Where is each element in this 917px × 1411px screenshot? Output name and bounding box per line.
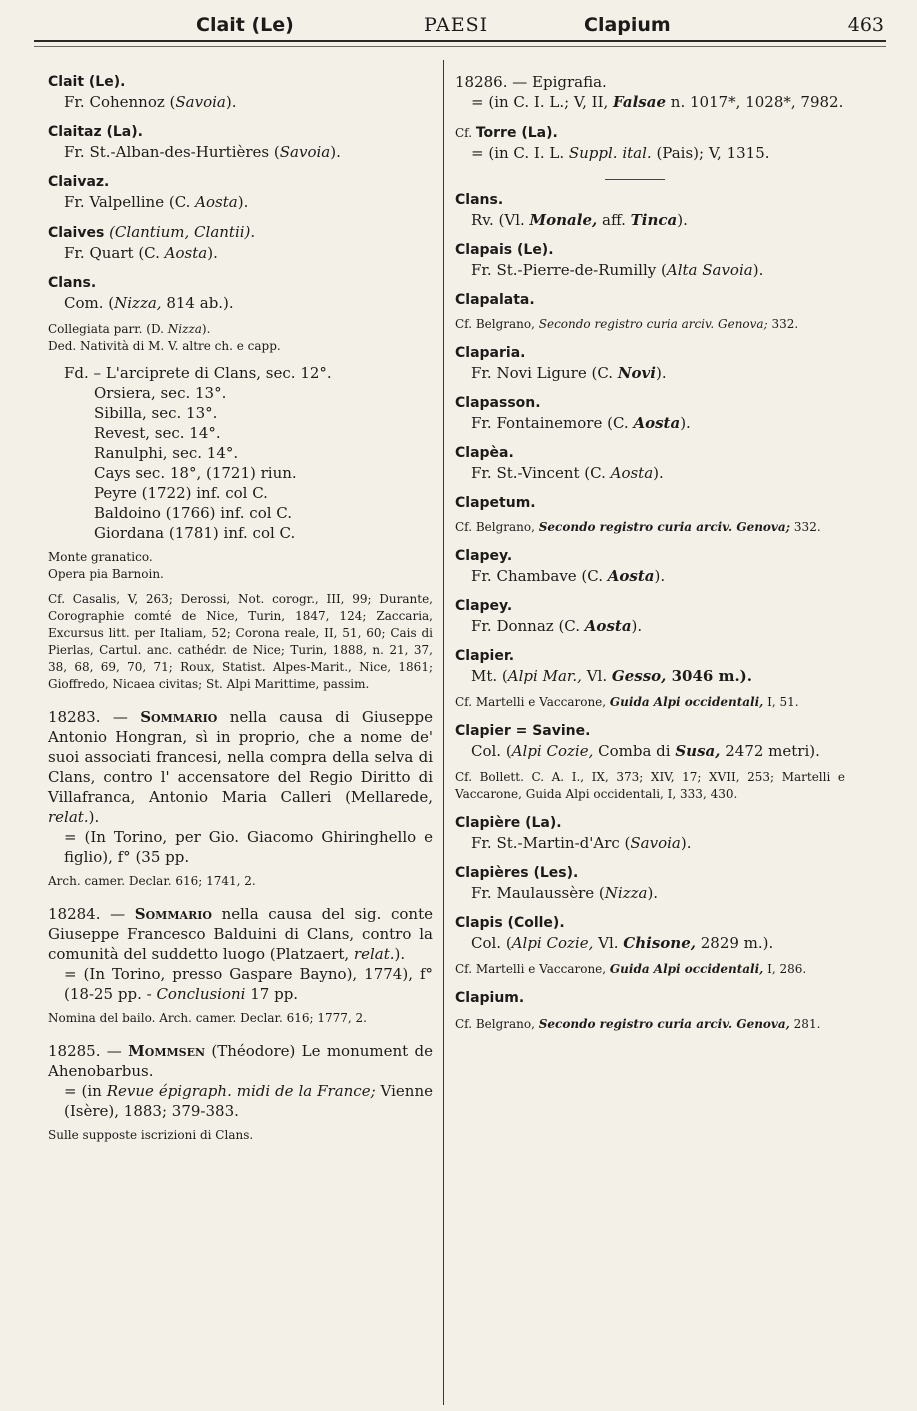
entry-clapey-1 <box>455 546 845 586</box>
entry-cf: Cf. Bollett. C. A. I., IX, 373; XIV, 17; XVII, 253; Martelli e Vaccarone, Guida Alpi occidentali, I, 333, 430. <box>455 770 845 801</box>
entry-head: Clapèa. <box>455 445 514 461</box>
entry-line: Col. (Alpi Cozie, Comba di Susa, 2472 metri). <box>471 742 820 760</box>
entry-head: Claives (Clantium, Clantii). <box>48 223 256 241</box>
separator-rule <box>605 179 665 180</box>
entry-clapetum <box>455 493 845 536</box>
entry-line: Fr. Cohennoz (Savoia). <box>64 93 237 111</box>
entry-text: 18285. — Mommsen (Théodore) Le monument de Ahenobarbus. <box>48 1042 433 1080</box>
entry-line: = (in C. I. L.; V, II, Falsae n. 1017*, 1028*, 7982. <box>471 93 844 111</box>
header-middle: PAESI <box>424 14 489 36</box>
entry-line: Ded. Natività di M. V. altre ch. e capp. <box>48 339 281 353</box>
entry-18285 <box>48 1041 433 1144</box>
entry-line: Col. (Alpi Cozie, Vl. Chisone, 2829 m.). <box>471 934 774 952</box>
entry-clapais <box>455 240 845 280</box>
header-right: Clapium <box>584 14 671 36</box>
entry-torre <box>455 122 845 163</box>
entry-line: Fr. Quart (C. Aosta). <box>64 244 218 262</box>
entry-cf: Cf. Martelli e Vaccarone, Guida Alpi occidentali, I, 51. <box>455 695 799 709</box>
fd-list <box>48 363 433 543</box>
entry-head: Cf. Torre (La). <box>455 125 558 141</box>
entry-head: Clapier. <box>455 648 515 664</box>
entry-18284 <box>48 904 433 1027</box>
entry-line: Fr. St.-Martin-d'Arc (Savoia). <box>471 834 692 852</box>
entry-claparia <box>455 343 845 383</box>
entry-arch: Arch. camer. Declar. 616; 1741, 2. <box>48 874 256 888</box>
entry-line: = (in C. I. L. Suppl. ital. (Pais); V, 1315. <box>471 144 770 162</box>
fd-item: Revest, sec. 14°. <box>94 424 221 442</box>
fd-item: Cays sec. 18°, (1721) riun. <box>94 464 297 482</box>
entry-clapiere <box>455 813 845 853</box>
entry-head: Clapasson. <box>455 395 541 411</box>
entry-18286 <box>455 72 845 112</box>
header-rule <box>34 46 886 47</box>
header-left: Clait (Le) <box>196 14 294 36</box>
entry-head: Clans. <box>455 192 504 208</box>
entry-head: Clapière (La). <box>455 815 562 831</box>
entry-line: Fr. St.-Pierre-de-Rumilly (Alta Savoia). <box>471 261 764 279</box>
entry-clapis <box>455 913 845 978</box>
fd-item: Baldoino (1766) inf. col C. <box>94 504 293 522</box>
entry-clapasson <box>455 393 845 433</box>
entry-pub: = (In Torino, per Gio. Giacomo Ghiringhello e figlio), f° (35 pp. <box>64 828 433 866</box>
entry-cf: Cf. Belgrano, Secondo registro curia arciv. Genova; 332. <box>455 317 799 331</box>
entry-line: Com. (Nizza, 814 ab.). <box>64 294 234 312</box>
right-column <box>455 72 845 1033</box>
page-number: 463 <box>847 14 884 36</box>
entry-line: Fr. Donnaz (C. Aosta). <box>471 617 643 635</box>
entry-claitaz <box>48 122 433 162</box>
entry-head: Clapis (Colle). <box>455 915 565 931</box>
entry-claives <box>48 222 433 263</box>
entry-line: Fr. Novi Ligure (C. Novi). <box>471 364 667 382</box>
fd-item: Giordana (1781) inf. col C. <box>94 524 296 542</box>
entry-line: Fr. Maulaussère (Nizza). <box>471 884 659 902</box>
entry-line: Opera pia Barnoin. <box>48 567 164 581</box>
entry-line: Fr. Valpelline (C. Aosta). <box>64 193 249 211</box>
entry-head: Claitaz (La). <box>48 124 143 140</box>
entry-head: 18286. — Epigrafia. <box>455 73 607 91</box>
clans-cf: Cf. Casalis, V, 263; Derossi, Not. corogr., III, 99; Durante, Corographie comté de Nice, Turin, 1847, 124; Zaccaria, Excursus litt. per Italiam, 52; Corona reale, II, 51, 60; Cais di Pierlas, Cartul. anc. cathédr. de Nice; Turin, 1888, n. 21, 37, 38, 68, 69, 70, 71; Roux, Statist. Alpes-Marit., Nice, 1861; Gioffredo, Nicaea civitas; St. Alpi Marittime, passim. <box>48 592 433 691</box>
entry-pub: = (in Revue épigraph. midi de la France; Vienne (Isère), 1883; 379-383. <box>64 1082 433 1120</box>
entry-head: Clapey. <box>455 548 513 564</box>
entry-clapieres <box>455 863 845 903</box>
entry-clapier <box>455 646 845 711</box>
entry-clapier-savine <box>455 721 845 803</box>
entry-text: 18283. — Sommario nella causa di Giuseppe Antonio Hongran, sì in proprio, che a nome de' suoi associati francesi, nella compra della selva di Clans, contro l' accensatore del Regio Diritto di Villafranca, Antonio Maria Calleri (Mellarede, relat.). <box>48 708 433 826</box>
entry-pub: = (In Torino, presso Gaspare Bayno), 1774), f° (18-25 pp. - Conclusioni 17 pp. <box>64 965 433 1003</box>
entry-head: Clapey. <box>455 598 513 614</box>
entry-head: Clapalata. <box>455 292 535 308</box>
fd-item: Orsiera, sec. 13°. <box>94 384 227 402</box>
running-header <box>34 10 886 42</box>
entry-head: Clans. <box>48 275 97 291</box>
entry-head: Claivaz. <box>48 174 110 190</box>
entry-head: Clapetum. <box>455 495 536 511</box>
entry-head: Clapium. <box>455 990 525 1006</box>
entry-text: 18284. — Sommario nella causa del sig. conte Giuseppe Francesco Balduini di Clans, contro la comunità del suddetto luogo (Platzaert, relat.). <box>48 905 433 963</box>
entry-head: Clapais (Le). <box>455 242 554 258</box>
entry-clans-rv <box>455 190 845 230</box>
entry-cf: Cf. Martelli e Vaccarone, Guida Alpi occidentali, I, 286. <box>455 962 807 976</box>
entry-head: Clapier = Savine. <box>455 723 591 739</box>
entry-clapea <box>455 443 845 483</box>
entry-line: Fr. Fontainemore (C. Aosta). <box>471 414 691 432</box>
fd-item: Fd. – L'arciprete di Clans, sec. 12°. <box>64 364 332 382</box>
entry-clait <box>48 72 433 112</box>
entry-clapey-2 <box>455 596 845 636</box>
entry-line: Collegiata parr. (D. Nizza). <box>48 322 211 336</box>
entry-head: Clapières (Les). <box>455 865 579 881</box>
left-column <box>48 72 433 1144</box>
entry-head: Claparia. <box>455 345 526 361</box>
column-divider <box>443 60 444 1405</box>
entry-clans <box>48 273 433 693</box>
entry-line: Mt. (Alpi Mar., Vl. Gesso, 3046 m.). <box>471 667 752 685</box>
entry-cf: Cf. Belgrano, Secondo registro curia arciv. Genova; 332. <box>455 520 821 534</box>
entry-line: Fr. Chambave (C. Aosta). <box>471 567 666 585</box>
fd-item: Ranulphi, sec. 14°. <box>94 444 239 462</box>
entry-line: Fr. St.-Vincent (C. Aosta). <box>471 464 664 482</box>
entry-clapium <box>455 988 845 1033</box>
entry-clapalata <box>455 290 845 333</box>
entry-line: Monte granatico. <box>48 550 153 564</box>
fd-item: Sibilla, sec. 13°. <box>94 404 218 422</box>
entry-note: Nomina del bailo. Arch. camer. Declar. 616; 1777, 2. <box>48 1011 367 1025</box>
entry-18283 <box>48 707 433 890</box>
entry-line: Fr. St.-Alban-des-Hurtières (Savoia). <box>64 143 341 161</box>
entry-head: Clait (Le). <box>48 74 126 90</box>
entry-line: Rv. (Vl. Monale, aff. Tinca). <box>471 211 688 229</box>
entry-note: Sulle supposte iscrizioni di Clans. <box>48 1128 254 1142</box>
entry-claivaz <box>48 172 433 212</box>
entry-cf: Cf. Belgrano, Secondo registro curia arciv. Genova, 281. <box>455 1017 821 1031</box>
fd-item: Peyre (1722) inf. col C. <box>94 484 268 502</box>
